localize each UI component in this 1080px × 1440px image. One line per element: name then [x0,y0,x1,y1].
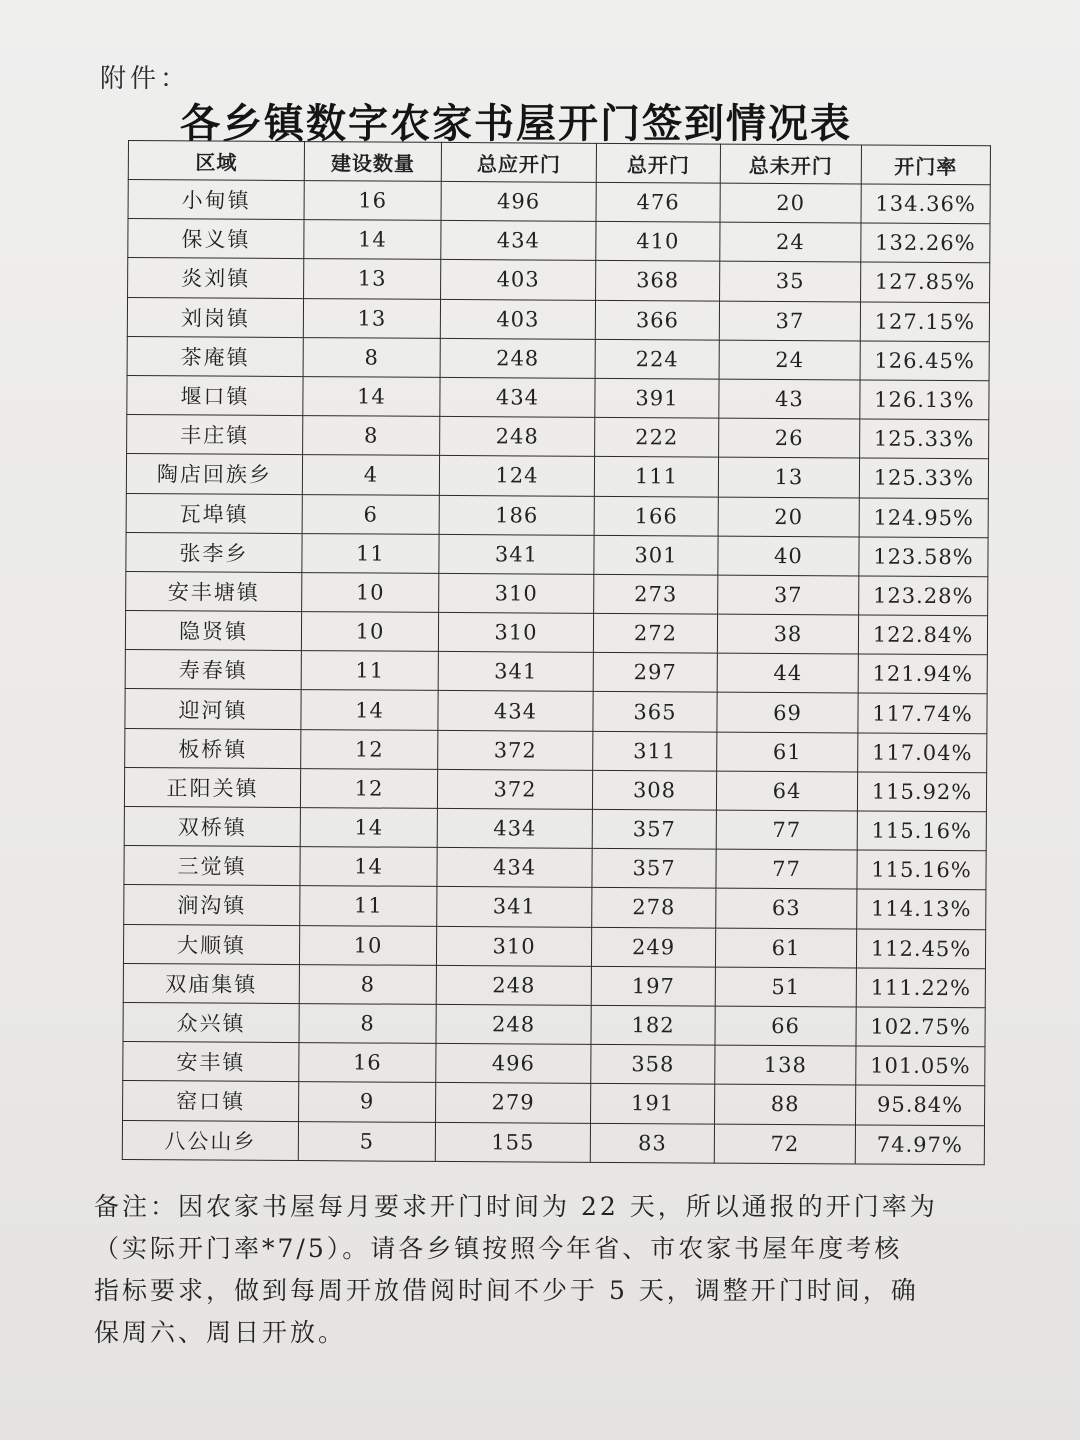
total-open-cell: 297 [593,653,717,693]
total-open-cell: 366 [595,300,719,340]
table-row [123,1081,985,1125]
region-cell: 大顺镇 [123,924,299,964]
built-count-cell: 14 [300,808,437,848]
total-closed-cell: 63 [716,888,857,928]
total-closed-cell: 88 [715,1084,856,1124]
total-required-cell: 403 [441,260,596,300]
total-open-cell: 111 [594,457,718,497]
total-closed-cell: 37 [719,301,860,341]
open-rate-cell: 125.33% [860,419,989,459]
table-row [123,1042,985,1086]
table-row [126,532,988,576]
open-rate-cell: 117.74% [858,693,987,733]
total-open-cell: 224 [595,339,719,379]
built-count-cell: 6 [302,494,439,534]
region-cell: 小甸镇 [128,180,304,220]
built-count-cell: 8 [299,964,436,1004]
header-region: 区域 [128,141,304,181]
total-open-cell: 410 [596,222,720,262]
table-row [124,846,986,890]
total-open-cell: 357 [592,809,716,849]
open-rate-cell: 114.13% [857,889,986,929]
open-rate-cell: 112.45% [856,929,985,969]
total-open-cell: 249 [591,927,715,967]
open-rate-cell: 125.33% [859,458,988,498]
total-required-cell: 403 [440,299,595,339]
table-header-row [128,141,990,185]
table-row [125,611,987,655]
remark-note [94,1186,974,1354]
remark-line: 保周六、周日开放。 [94,1318,347,1347]
open-rate-cell: 122.84% [858,615,987,655]
total-open-cell: 358 [591,1044,715,1084]
open-rate-cell: 115.16% [857,850,986,890]
table-row [126,493,988,537]
built-count-cell: 5 [298,1121,435,1161]
total-required-cell: 186 [439,495,594,535]
built-count-cell: 9 [299,1082,436,1122]
total-open-cell: 357 [592,849,716,889]
table-body [122,180,990,1165]
table-row [124,767,986,811]
header-open-rate: 开门率 [861,145,990,185]
region-cell: 丰庄镇 [127,415,303,455]
total-open-cell: 311 [593,731,717,771]
total-open-cell: 365 [593,692,717,732]
remark-line: （实际开门率*7/5）。请各乡镇按照今年省、市农家书屋年度考核 [94,1234,903,1263]
total-open-cell: 301 [594,535,718,575]
total-open-cell: 368 [596,261,720,301]
total-open-cell: 222 [595,417,719,457]
open-rate-cell: 74.97% [855,1124,984,1164]
built-count-cell: 10 [299,925,436,965]
table-row [126,454,988,498]
built-count-cell: 8 [303,416,440,456]
total-required-cell: 341 [437,887,592,927]
total-closed-cell: 61 [717,732,858,772]
total-open-cell: 391 [595,378,719,418]
region-cell: 窑口镇 [123,1081,299,1121]
table-row [122,1120,984,1164]
region-cell: 双庙集镇 [123,963,299,1003]
open-rate-cell: 126.13% [860,380,989,420]
total-closed-cell: 51 [715,967,856,1007]
built-count-cell: 8 [303,337,440,377]
total-required-cell: 434 [440,377,595,417]
header-built-count: 建设数量 [304,142,441,182]
region-cell: 寿春镇 [125,650,301,690]
built-count-cell: 10 [302,572,439,612]
table-row [127,336,989,380]
total-required-cell: 341 [439,534,594,574]
region-cell: 正阳关镇 [124,767,300,807]
table-row [123,963,985,1007]
total-required-cell: 496 [436,1044,591,1084]
built-count-cell: 14 [300,847,437,887]
total-required-cell: 155 [435,1122,590,1162]
table-row [127,297,989,341]
header-total-open: 总开门 [596,143,720,183]
region-cell: 隐贤镇 [125,611,301,651]
total-closed-cell: 24 [719,340,860,380]
total-closed-cell: 66 [715,1006,856,1046]
built-count-cell: 11 [302,533,439,573]
built-count-cell: 14 [304,220,441,260]
built-count-cell: 12 [300,768,437,808]
total-closed-cell: 26 [719,418,860,458]
total-closed-cell: 40 [718,536,859,576]
region-cell: 茶庵镇 [127,336,303,376]
total-closed-cell: 64 [716,771,857,811]
total-closed-cell: 138 [715,1045,856,1085]
total-required-cell: 248 [440,417,595,457]
total-required-cell: 434 [438,691,593,731]
total-open-cell: 197 [591,966,715,1006]
table-row [124,885,986,929]
built-count-cell: 8 [299,1003,436,1043]
total-required-cell: 496 [441,181,596,221]
open-rate-cell: 102.75% [856,1007,985,1047]
attachment-label: 附件： [100,64,191,94]
built-count-cell: 13 [304,259,441,299]
total-closed-cell: 72 [714,1124,855,1164]
total-closed-cell: 61 [715,928,856,968]
total-required-cell: 310 [436,926,591,966]
table-row [125,728,987,772]
built-count-cell: 12 [301,729,438,769]
open-rate-cell: 134.36% [861,184,990,224]
remark-line: 指标要求，做到每周开放借阅时间不少于 5 天，调整开门时间，确 [94,1276,919,1305]
built-count-cell: 14 [303,377,440,417]
region-cell: 陶店回族乡 [126,454,302,494]
total-required-cell: 279 [436,1083,591,1123]
region-cell: 炎刘镇 [128,258,304,298]
total-closed-cell: 37 [718,575,859,615]
table-row [128,180,990,224]
total-open-cell: 273 [594,574,718,614]
statistics-table [122,140,991,1165]
total-closed-cell: 77 [716,849,857,889]
region-cell: 板桥镇 [125,728,301,768]
total-closed-cell: 24 [720,222,861,262]
total-closed-cell: 35 [720,261,861,301]
built-count-cell: 10 [301,612,438,652]
total-open-cell: 182 [591,1005,715,1045]
region-cell: 双桥镇 [124,806,300,846]
table-row [128,219,990,263]
region-cell: 瓦埠镇 [126,493,302,533]
open-rate-cell: 111.22% [856,968,985,1008]
region-cell: 安丰镇 [123,1042,299,1082]
total-required-cell: 310 [439,573,594,613]
total-closed-cell: 77 [716,810,857,850]
document-title: 各乡镇数字农家书屋开门签到情况表 [180,101,852,147]
open-rate-cell: 127.15% [860,302,989,342]
region-cell: 刘岗镇 [127,297,303,337]
table-row [128,258,990,302]
built-count-cell: 4 [302,455,439,495]
open-rate-cell: 124.95% [859,497,988,537]
table-row [125,650,987,694]
region-cell: 三觉镇 [124,846,300,886]
total-required-cell: 248 [436,965,591,1005]
total-required-cell: 434 [437,848,592,888]
region-cell: 安丰塘镇 [126,571,302,611]
built-count-cell: 11 [301,651,438,691]
table-row [123,924,985,968]
total-required-cell: 434 [441,221,596,261]
region-cell: 涧沟镇 [124,885,300,925]
total-required-cell: 372 [437,769,592,809]
total-open-cell: 308 [592,770,716,810]
built-count-cell: 13 [303,298,440,338]
total-required-cell: 434 [437,808,592,848]
open-rate-cell: 126.45% [860,341,989,381]
total-required-cell: 341 [438,652,593,692]
total-closed-cell: 20 [718,497,859,537]
region-cell: 保义镇 [128,219,304,259]
open-rate-cell: 132.26% [861,223,990,263]
table-row [127,375,989,419]
open-rate-cell: 123.28% [859,576,988,616]
region-cell: 八公山乡 [122,1120,298,1160]
total-closed-cell: 20 [720,183,861,223]
header-total-required: 总应开门 [441,142,596,182]
remark-line: 备注：因农家书屋每月要求开门时间为 22 天，所以通报的开门率为 [94,1192,938,1221]
total-open-cell: 476 [596,182,720,222]
total-open-cell: 191 [591,1084,715,1124]
table-row [125,689,987,733]
table-row [123,1002,985,1046]
total-open-cell: 83 [590,1123,714,1163]
table-row [126,571,988,615]
total-required-cell: 248 [436,1004,591,1044]
total-required-cell: 310 [438,612,593,652]
built-count-cell: 16 [299,1043,436,1083]
open-rate-cell: 117.04% [858,733,987,773]
total-required-cell: 124 [439,456,594,496]
total-closed-cell: 43 [719,379,860,419]
open-rate-cell: 95.84% [855,1085,984,1125]
total-closed-cell: 38 [717,614,858,654]
open-rate-cell: 101.05% [856,1046,985,1086]
open-rate-cell: 121.94% [858,654,987,694]
built-count-cell: 14 [301,690,438,730]
open-rate-cell: 123.58% [859,537,988,577]
open-rate-cell: 115.16% [857,811,986,851]
open-rate-cell: 115.92% [857,772,986,812]
table-row [127,415,989,459]
total-closed-cell: 13 [718,457,859,497]
total-required-cell: 248 [440,338,595,378]
total-open-cell: 278 [592,888,716,928]
built-count-cell: 16 [304,181,441,221]
open-rate-cell: 127.85% [861,262,990,302]
total-required-cell: 372 [438,730,593,770]
header-total-closed: 总未开门 [720,144,861,184]
total-open-cell: 166 [594,496,718,536]
table-row [124,806,986,850]
total-closed-cell: 69 [717,693,858,733]
region-cell: 众兴镇 [123,1002,299,1042]
built-count-cell: 11 [300,886,437,926]
region-cell: 堰口镇 [127,375,303,415]
total-closed-cell: 44 [717,653,858,693]
region-cell: 张李乡 [126,532,302,572]
region-cell: 迎河镇 [125,689,301,729]
total-open-cell: 272 [593,613,717,653]
